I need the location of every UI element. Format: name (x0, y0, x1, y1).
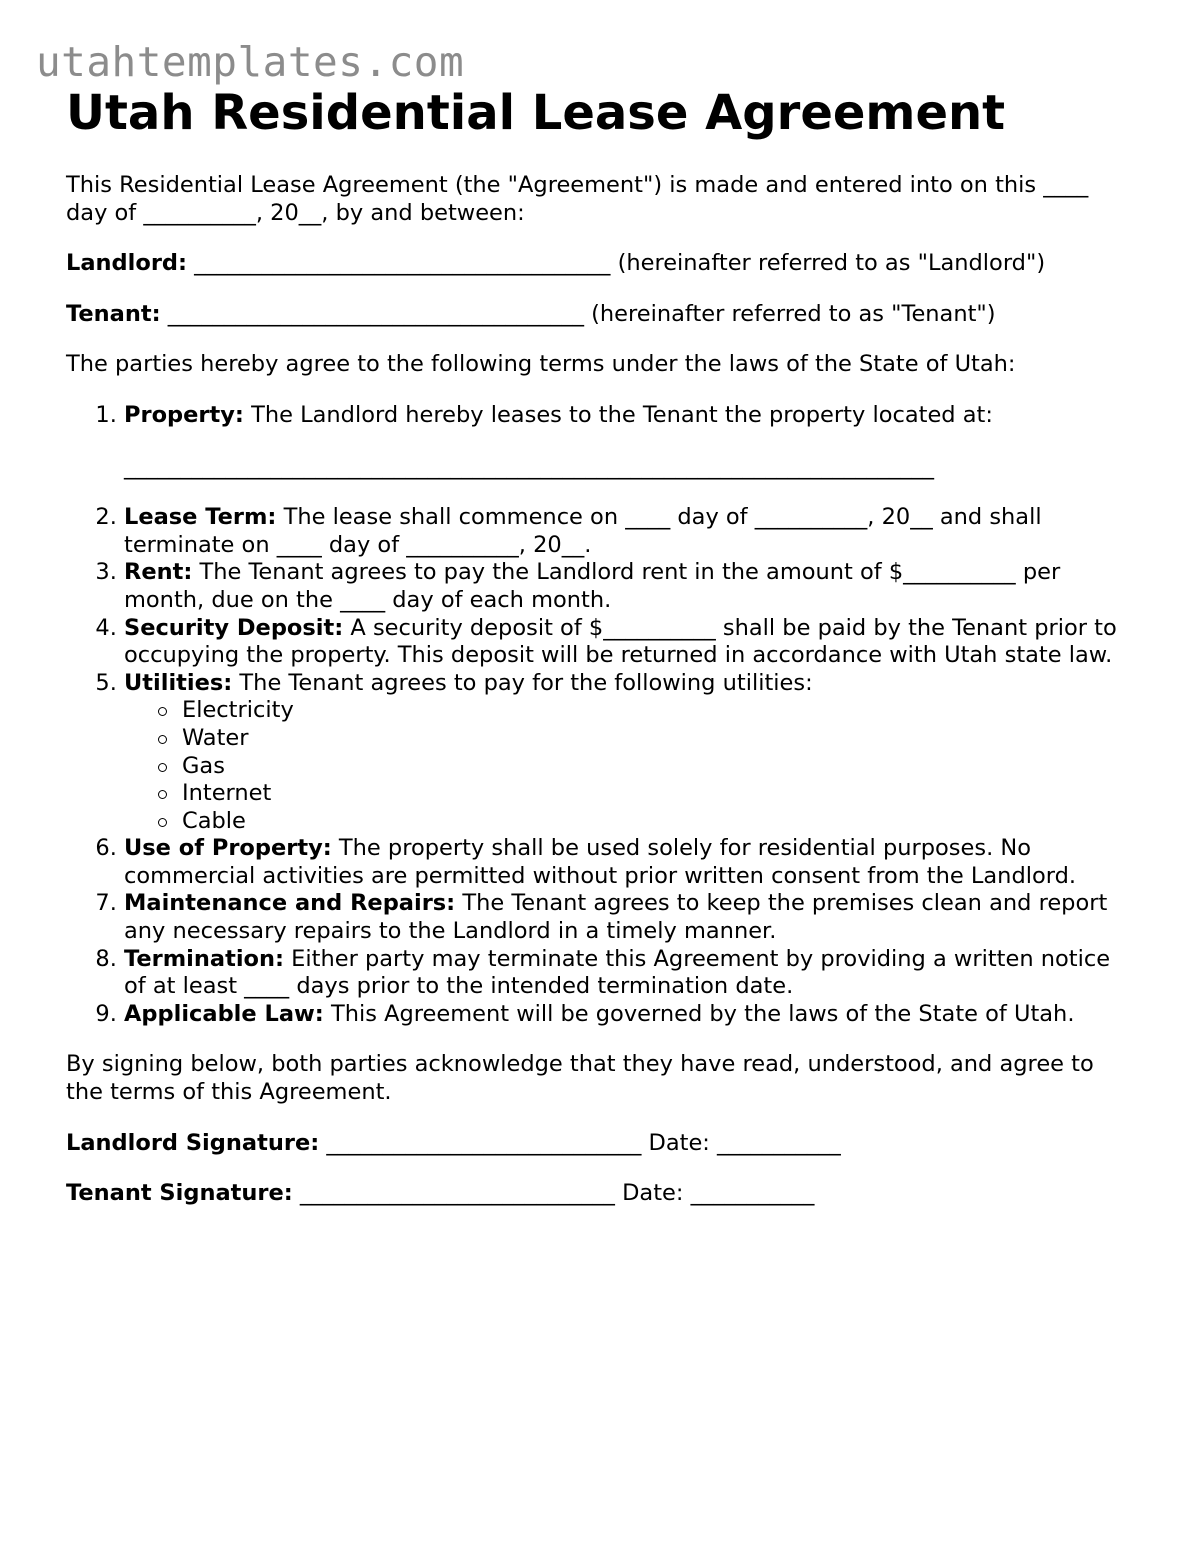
term-maintenance (124, 890, 1136, 945)
terms-list (66, 402, 1136, 1028)
term-text: The property shall be used solely for residential purposes. No commercial activities are permitted without prior written consent from the Landlord. (124, 835, 1077, 889)
term-text: The Tenant agrees to keep the premises clean and report any necessary repairs to the Landlord in a timely manner. (124, 890, 1108, 945)
landlord-line (66, 250, 1136, 278)
utility-item: Cable (158, 808, 1136, 836)
term-termination (124, 946, 1136, 1001)
term-property (124, 402, 1136, 481)
term-label: Maintenance and Repairs: (124, 890, 456, 917)
landlord-label: Landlord: (66, 250, 188, 277)
term-text: Either party may terminate this Agreement by providing a written notice of at least ____ days prior to the intended termination date. (124, 945, 1111, 1000)
intro-paragraph: This Residential Lease Agreement (the "Agreement") is made and entered into on this ____ day of __________, 20__, by and between: (66, 172, 1089, 226)
tenant-signature-line (66, 1180, 1136, 1208)
parties-agree-text: The parties hereby agree to the following terms under the laws of the State of Utah: (66, 351, 1016, 378)
term-lease-term (124, 504, 1136, 559)
tenant-label: Tenant: (66, 300, 161, 327)
term-text: This Agreement will be governed by the laws of the State of Utah. (323, 1000, 1075, 1027)
landlord-signature-line (66, 1130, 1136, 1158)
term-label: Security Deposit: (124, 614, 344, 641)
term-text: The Landlord hereby leases to the Tenant the property located at: (243, 401, 993, 428)
utility-item: Electricity (158, 697, 1136, 725)
tenant-blank: _____________________________________ (hereinafter referred to as "Tenant") (160, 300, 996, 327)
landlord-signature-label: Landlord Signature: (66, 1129, 320, 1156)
utility-item: Gas (158, 753, 1136, 781)
term-applicable-law (124, 1001, 1136, 1029)
term-label: Applicable Law: (124, 1000, 324, 1027)
term-label: Use of Property: (124, 835, 332, 862)
term-text: A security deposit of $__________ shall be paid by the Tenant prior to occupying the property. This deposit will be returned in accordance with Utah state law. (124, 614, 1117, 669)
term-text: The Tenant agrees to pay for the following utilities: (232, 669, 813, 696)
utility-item: Water (158, 725, 1136, 753)
site-watermark: utahtemplates.com (36, 38, 465, 86)
term-utilities (124, 670, 1136, 836)
term-rent (124, 559, 1136, 614)
acknowledgement-paragraph: By signing below, both parties acknowledge that they have read, understood, and agree to the terms of this Agreement. (66, 1051, 1094, 1106)
tenant-line (66, 301, 1136, 329)
term-text: The lease shall commence on ____ day of __________, 20__ and shall terminate on ____ day of __________, 20__. (124, 504, 1042, 558)
term-label: Utilities: (124, 669, 233, 696)
tenant-signature-blank: ____________________________ Date: ___________ (292, 1180, 815, 1207)
term-text: The Tenant agrees to pay the Landlord rent in the amount of $__________ per month, due on the ____ day of each month. (124, 559, 1061, 613)
term-security-deposit (124, 615, 1136, 670)
term-label: Lease Term: (124, 504, 277, 531)
utility-item: Internet (158, 780, 1136, 808)
landlord-blank: _____________________________________ (hereinafter referred to as "Landlord") (187, 250, 1046, 277)
landlord-signature-blank: ____________________________ Date: ___________ (319, 1129, 841, 1156)
tenant-signature-label: Tenant Signature: (66, 1180, 293, 1207)
term-use-of-property (124, 835, 1136, 890)
term-label: Property: (124, 401, 244, 428)
term-label: Rent: (124, 559, 193, 586)
property-address-blank: ________________________________________________________________________ (124, 453, 934, 480)
lease-document (66, 84, 1136, 1208)
term-label: Termination: (124, 945, 285, 972)
utilities-list (124, 697, 1136, 835)
document-title: Utah Residential Lease Agreement (66, 85, 1006, 141)
